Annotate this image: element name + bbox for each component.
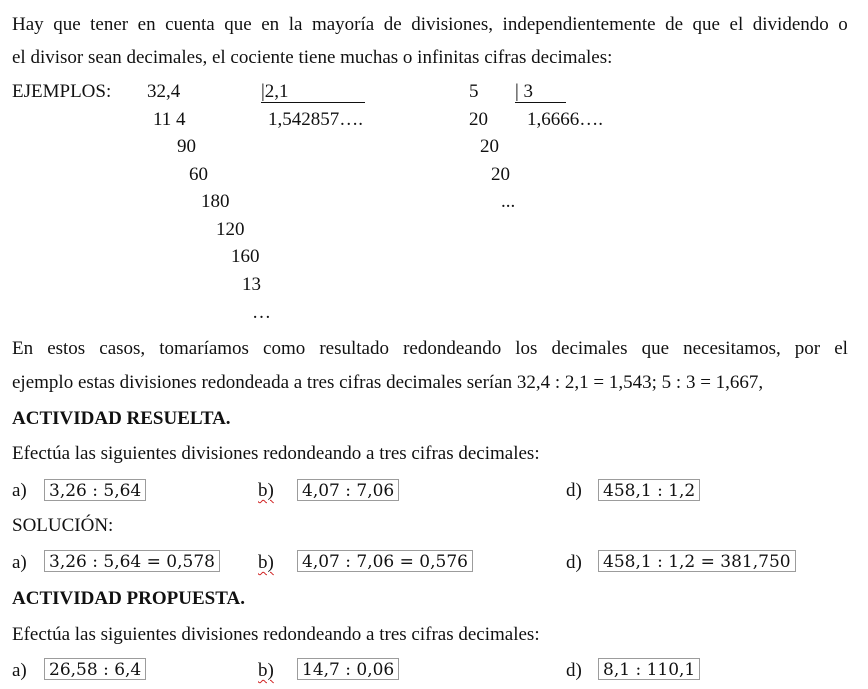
intro-line-2: el divisor sean decimales, el cociente tiene muchas o infinitas cifras decimales: <box>12 47 613 68</box>
word: en <box>137 14 156 35</box>
div2-step: 20 <box>480 136 499 157</box>
word: el <box>729 14 744 35</box>
div1-divisor: |2,1 <box>261 82 365 103</box>
div2-quotient: 1,6666…. <box>527 109 603 130</box>
intro-line-1 <box>12 15 848 34</box>
word: o <box>838 14 848 35</box>
div2-step: 20 <box>469 109 488 130</box>
solution-box: 458,1 : 1,2 = 381,750 <box>598 550 796 572</box>
div1-quotient: 1,542857…. <box>268 109 363 130</box>
resolved-heading: ACTIVIDAD RESUELTA. <box>12 408 231 429</box>
explanation-line-2: ejemplo estas divisiones redondeada a tres cifras decimales serían 32,4 : 2,1 = 1,543; 5 : 3 = 1,667, <box>12 372 764 393</box>
word: independientemente <box>502 14 656 35</box>
word: los <box>515 338 538 359</box>
div2-step: ... <box>501 191 516 212</box>
div1-step: 13 <box>242 274 261 295</box>
word: decimales <box>551 338 628 359</box>
word: necesitamos, <box>683 338 781 359</box>
word: mayoría <box>311 14 375 35</box>
item-label: b) <box>258 660 274 681</box>
item-label: a) <box>12 552 27 573</box>
solution-box: 4,07 : 7,06 = 0,576 <box>297 550 473 572</box>
word: la <box>288 14 303 35</box>
proposed-instruction: Efectúa las siguientes divisiones redondeando a tres cifras decimales: <box>12 624 540 645</box>
expression-box: 3,26 : 5,64 <box>44 479 146 501</box>
word: tomaríamos <box>159 338 249 359</box>
div2-dividend: 5 <box>469 81 479 102</box>
word: estos <box>47 338 86 359</box>
item-label: d) <box>566 660 582 681</box>
item-label: b) <box>258 552 274 573</box>
expression-box: 14,7 : 0,06 <box>297 658 399 680</box>
div1-step: 120 <box>216 219 245 240</box>
div1-step: 11 4 <box>153 109 186 130</box>
expression-box: 4,07 : 7,06 <box>297 479 399 501</box>
expression-box: 458,1 : 1,2 <box>598 479 700 501</box>
examples-label: EJEMPLOS: <box>12 81 112 102</box>
word: que <box>53 14 81 35</box>
expression-box: 26,58 : 6,4 <box>44 658 146 680</box>
word: que <box>224 14 252 35</box>
div1-step: 180 <box>201 191 230 212</box>
word: En <box>12 338 34 359</box>
word: como <box>263 338 306 359</box>
word: redondeando <box>403 338 502 359</box>
word: en <box>261 14 280 35</box>
div1-step: 90 <box>177 136 196 157</box>
word: Hay <box>12 14 44 35</box>
item-label: d) <box>566 480 582 501</box>
div1-step: 160 <box>231 246 260 267</box>
expression-box: 8,1 : 110,1 <box>598 658 700 680</box>
proposed-heading: ACTIVIDAD PROPUESTA. <box>12 588 245 609</box>
solution-box: 3,26 : 5,64 = 0,578 <box>44 550 220 572</box>
solution-label: SOLUCIÓN: <box>12 515 114 536</box>
word: por <box>794 338 821 359</box>
div1-step: … <box>252 302 271 323</box>
word: de <box>665 14 684 35</box>
word: tener <box>90 14 129 35</box>
word: cuenta <box>165 14 215 35</box>
word: dividendo <box>752 14 829 35</box>
div2-step: 20 <box>491 164 510 185</box>
item-label: a) <box>12 660 27 681</box>
div1-step: 60 <box>189 164 208 185</box>
word: que <box>641 338 670 359</box>
item-label: a) <box>12 480 27 501</box>
explanation-line-1 <box>12 339 848 358</box>
div1-dividend: 32,4 <box>147 81 181 102</box>
word: de <box>383 14 402 35</box>
item-label: b) <box>258 480 274 501</box>
word: que <box>692 14 720 35</box>
word: divisiones, <box>411 14 494 35</box>
item-label: d) <box>566 552 582 573</box>
word: el <box>834 338 848 359</box>
word: resultado <box>319 338 389 359</box>
resolved-instruction: Efectúa las siguientes divisiones redondeando a tres cifras decimales: <box>12 443 540 464</box>
div2-divisor: | 3 <box>515 82 566 103</box>
word: casos, <box>99 338 146 359</box>
